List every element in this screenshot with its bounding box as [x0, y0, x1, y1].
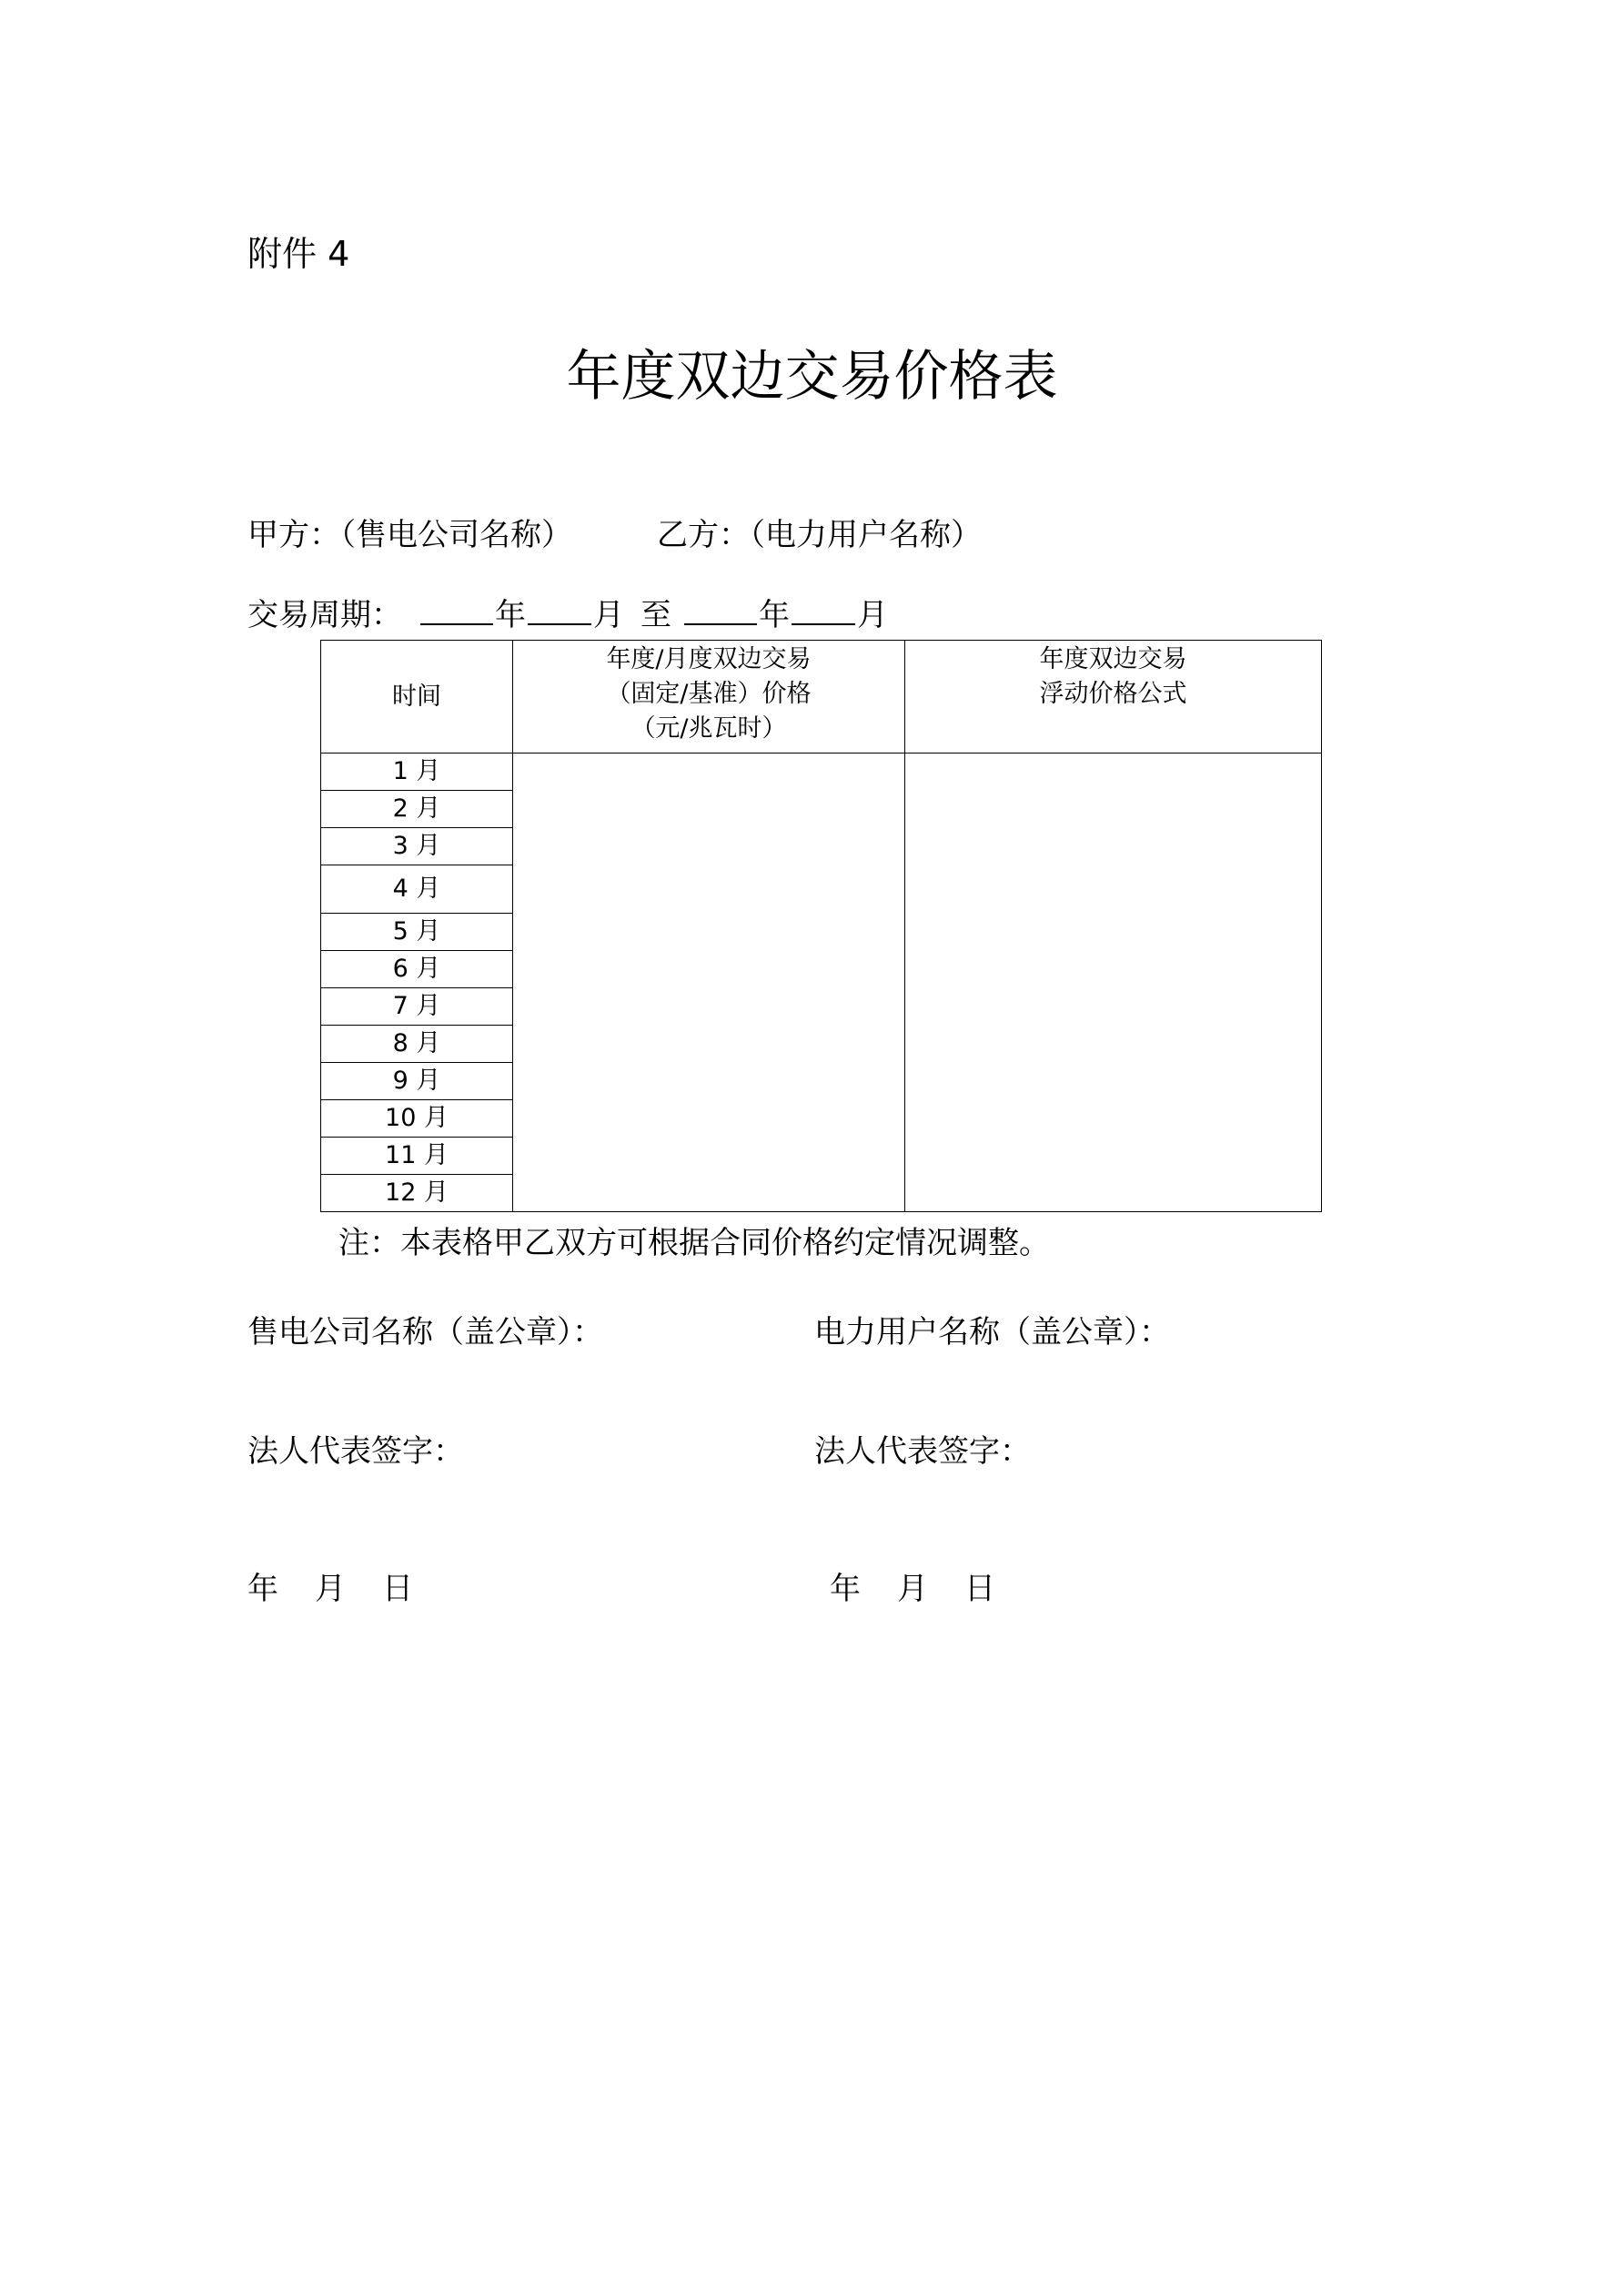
month-cell: 10 月 [321, 1100, 513, 1138]
month-cell: 4 月 [321, 865, 513, 914]
start-month-blank[interactable] [528, 592, 591, 625]
table-row [321, 754, 1322, 791]
header-fixed-price [513, 641, 905, 754]
fixed-price-cell[interactable] [513, 754, 905, 1212]
date-day: 日 [964, 1571, 995, 1607]
month-cell: 11 月 [321, 1138, 513, 1175]
month-cell: 1 月 [321, 754, 513, 791]
date-year: 年 [830, 1571, 861, 1607]
header-floating-formula-line: 浮动价格公式 [1039, 680, 1187, 708]
seller-signature-label: 法人代表签字： [247, 1433, 464, 1470]
header-time: 时间 [321, 641, 513, 754]
header-fixed-price-line: （元/兆瓦时） [630, 714, 787, 743]
seller-seal-label: 售电公司名称（盖公章）： [247, 1314, 603, 1350]
party-b-label: 乙方：（电力用户名称） [657, 517, 982, 553]
seller-date [247, 1563, 449, 1608]
buyer-date [830, 1563, 1032, 1608]
period-to: 至 [641, 597, 671, 633]
month-cell: 9 月 [321, 1063, 513, 1100]
date-day: 日 [382, 1571, 413, 1607]
month-cell: 7 月 [321, 988, 513, 1026]
end-month-unit: 月 [857, 597, 888, 633]
page-title: 年度双边交易价格表 [566, 345, 1058, 409]
month-cell: 2 月 [321, 791, 513, 828]
trade-period [247, 590, 888, 634]
floating-formula-cell[interactable] [905, 754, 1322, 1212]
party-a-label: 甲方：（售电公司名称） [247, 517, 572, 553]
start-month-unit: 月 [593, 597, 624, 633]
month-cell: 6 月 [321, 951, 513, 988]
start-year-blank[interactable] [420, 592, 493, 625]
header-floating-formula [905, 641, 1322, 754]
month-cell: 8 月 [321, 1026, 513, 1063]
date-year: 年 [247, 1571, 278, 1607]
end-year-blank[interactable] [684, 592, 757, 625]
date-month: 月 [315, 1571, 346, 1607]
start-year-unit: 年 [495, 597, 526, 633]
buyer-signature-label: 法人代表签字： [814, 1433, 1031, 1470]
end-month-blank[interactable] [792, 592, 855, 625]
month-cell: 3 月 [321, 828, 513, 865]
date-month: 月 [897, 1571, 928, 1607]
header-fixed-price-line: （固定/基准）价格 [606, 680, 812, 708]
table-note: 注：本表格甲乙双方可根据合同价格约定情况调整。 [338, 1225, 1050, 1261]
table-header-row [321, 641, 1322, 754]
header-floating-formula-line: 年度双边交易 [1039, 645, 1187, 673]
month-cell: 12 月 [321, 1175, 513, 1212]
period-label: 交易周期： [247, 597, 402, 633]
buyer-seal-label: 电力用户名称（盖公章）： [814, 1314, 1170, 1350]
attachment-label: 附件 4 [247, 234, 350, 274]
month-cell: 5 月 [321, 914, 513, 951]
end-year-unit: 年 [759, 597, 790, 633]
price-table [320, 640, 1322, 1212]
header-fixed-price-line: 年度/月度双边交易 [606, 645, 812, 673]
